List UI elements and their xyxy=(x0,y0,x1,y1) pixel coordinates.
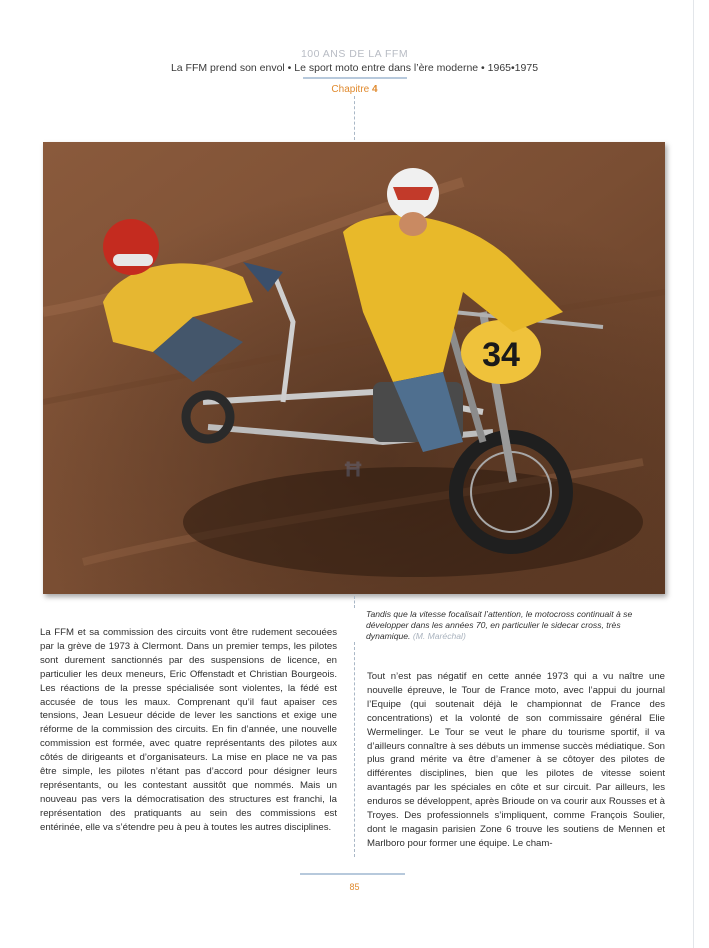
number-plate-text: 34 xyxy=(482,336,520,374)
photo-caption xyxy=(366,609,666,642)
page-number: 85 xyxy=(349,882,360,892)
caption-text: Tandis que la vitesse focalisait l’attention, le motocross continuait à se développer dans les années 70, en particulier le sidecar cross, très dynamique. xyxy=(366,609,633,641)
body-left-column: La FFM et sa commission des circuits vont être rudement secouées par la grève de 1973 à Clermont. Dans un premier temps, les pilotes sont durement sanctionnés par des suspensions de licence, en particulier les deux meneurs, Eric Offenstadt et Christian Bourgeois. Les réactions de la presse spécialisée sont violentes, la fédé est accusée de tous les maux. Comprenant qu’il faut apaiser ces tensions, Jean Lesueur décide de lever les sanctions et exige une réforme de la commission des circuits. En fin d’année, une nouvelle commission est formée, avec quatre représentants des pilotes aux côtés de dirigeants et d’organisateurs. La mise en place ne va pas être simple, les pilotes n’étant pas d’accord pour désigner leurs représentants, ou les contestant aussitôt que nommés. Mais un nouveau pas vers la démocratisation des structures est franchi, la représentation des pratiquants au sein des commissions est entérinée, elle va s’étendre peu à peu à toutes les autres disciplines. xyxy=(40,627,337,833)
svg-text:ꟸ: ꟸ xyxy=(343,458,363,495)
chapter-number: 4 xyxy=(372,84,378,95)
chapter-label: Chapitre xyxy=(331,84,370,95)
column-divider-mid xyxy=(354,596,355,608)
chapter-subtitle: La FFM prend son envol • Le sport moto entre dans l’ère moderne • 1965•1975 xyxy=(170,62,539,74)
header-rule xyxy=(303,77,407,79)
page-edge-line xyxy=(693,0,694,948)
body-right-column: Tout n’est pas négatif en cette année 1973 qui a vu naître une nouvelle épreuve, le Tour de France moto, avec l’appui du journal l’Equipe (qui soutenait déjà le championnat de France des concentrations) et la volonté de son commissaire général Elie Wermelinger. Le Tour se veut le phare du tourisme sportif, il va d’ailleurs connaître à ses débuts un immense succès médiatique. Son plus grand mérite va être d’amener à se côtoyer des pilotes de différentes disciplines, bien que les pilotes de vitesse soient avantagés par les spéciales en côte et sur circuit. Par ailleurs, les enduros se développent, après Brioude on va courir aux Rousses et à Troyes. Des professionnels s’impliquent, comme François Soulier, dont le magasin parisien Zone 6 trouve les soutiens de Mennen et Marlboro pour former une équipe. Le cham- xyxy=(367,671,665,849)
column-divider-bottom xyxy=(354,642,355,857)
sidecar-motocross-photo xyxy=(43,142,665,594)
column-divider-top xyxy=(354,96,355,140)
book-title: 100 ANS DE LA FFM xyxy=(300,48,409,60)
chapter-heading xyxy=(0,84,709,95)
footer-rule xyxy=(300,873,405,875)
photo-credit: (M. Maréchal) xyxy=(412,631,466,641)
